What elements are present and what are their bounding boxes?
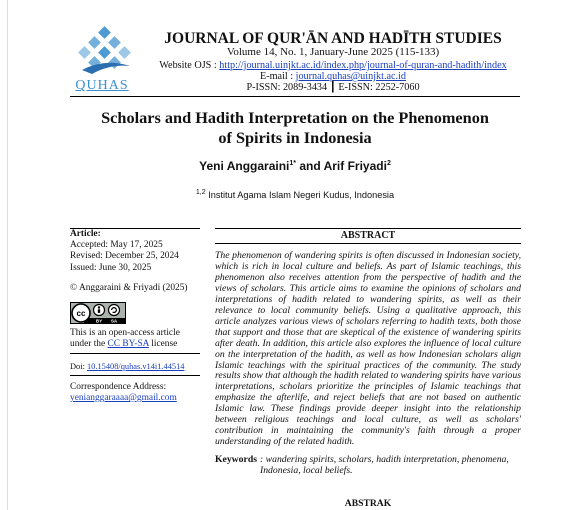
paper-title: Scholars and Hadith Interpretation on the Phenomenon of Spirits in Indonesia xyxy=(101,108,489,147)
abstract-heading: ABSTRACT xyxy=(340,230,396,241)
affiliation-text: Institut Agama Islam Negeri Kudus, Indonesia xyxy=(208,190,395,201)
by-text: BY xyxy=(95,318,103,324)
article-heading: Article: xyxy=(70,229,101,239)
abstract-section xyxy=(215,228,521,476)
correspondence-email-link[interactable]: yenianggaraaaa@gmail.com xyxy=(70,393,177,404)
article-info xyxy=(70,228,200,404)
correspondence-label: Correspondence Address: xyxy=(70,381,167,392)
email-label: E-mail : xyxy=(259,71,296,82)
doi-link[interactable]: 10.15408/quhas.v14i1.44514 xyxy=(86,361,185,371)
sa-text: SA xyxy=(110,318,118,324)
doi-label: Doi: xyxy=(70,361,87,371)
abstrak-heading: ABSTRAK xyxy=(344,498,392,509)
journal-website xyxy=(148,60,518,71)
author-and: and xyxy=(296,159,324,173)
author-2-sup: 2 xyxy=(386,160,391,167)
website-link[interactable]: http://journal.uinjkt.ac.id/index.php/journal-of-quran-and-hadith/index xyxy=(219,60,507,71)
cc-text: cc xyxy=(76,309,86,319)
journal-issn: P-ISSN: 2089-3434 ┃ E-ISSN: 2252-7060 xyxy=(246,82,420,93)
issued-date: Issued: June 30, 2025 xyxy=(70,262,152,273)
header-divider xyxy=(70,96,520,97)
license-link[interactable]: CC BY-SA xyxy=(107,339,149,350)
open-access-note xyxy=(70,328,200,350)
authors xyxy=(100,159,490,173)
doi xyxy=(70,361,200,372)
abstract-rule-under xyxy=(215,243,521,244)
accepted-date: Accepted: May 17, 2025 xyxy=(70,240,163,251)
affil-sup: 1,2 xyxy=(195,189,206,196)
page-edge-line xyxy=(7,0,8,510)
keywords-label: Keywords xyxy=(215,454,257,466)
oa-text: This is an open-access article under the xyxy=(70,328,180,350)
license-suffix: license xyxy=(148,339,178,350)
keywords xyxy=(215,454,521,476)
author-1: Yeni Anggaraini xyxy=(199,159,290,173)
affiliation xyxy=(100,189,490,200)
author-1-sup: 1* xyxy=(289,160,297,167)
journal-title: JOURNAL OF QUR'ĀN AND HADĪTH STUDIES xyxy=(164,30,502,47)
author-2: Arif Friyadi xyxy=(323,159,387,173)
revised-date: Revised: December 25, 2024 xyxy=(70,251,179,262)
keywords-text: : wandering spirits, scholars, hadith interpretation, phenomena, Indonesia, local beliefs. xyxy=(259,454,509,477)
article-rule-doi xyxy=(70,375,200,376)
abstract-text: The phenomenon of wandering spirits is often discussed in Indonesian society, which is rich in local culture and beliefs. As part of Islamic teachings, this phenomenon also receives attention from the perspective of hadith and the views of scholars. This article aims to examine the opinions of scholars and interpretations of hadith related to wandering spirits, as well as their relevance to local community beliefs. Using a qualitative approach, this article analyzes various views of scholars referring to hadith texts, both those that support and those that are skeptical of the existence of wandering spirits after death. In addition, this article also explores the influence of local culture on the interpretation of the hadith, as well as how Indonesian scholars align Islamic teachings with the spiritual practices of the community. The study results show that although the hadith related to wandering spirits have various interpretations, scholars prioritize the principles of Islamic teachings that emphasize the afterlife, and reject beliefs that are not based on authentic Islamic law. These findings provide deeper insight into the relationship between religious teachings and local culture, as well as scholars' contribution in maintaining the community's faith through a proper understanding of the related hadith. xyxy=(215,250,521,448)
cc-by-sa-badge-icon xyxy=(70,302,126,324)
website-label: Website OJS : xyxy=(159,60,220,71)
logo-text: QUHAS xyxy=(75,78,129,93)
journal-volume: Volume 14, No. 1, January-June 2025 (115-133) xyxy=(226,46,440,58)
copyright: © Anggaraini & Friyadi (2025) xyxy=(70,282,188,293)
email-link[interactable]: journal.quhas@uinjkt.ac.id xyxy=(295,71,407,82)
article-rule-mid xyxy=(70,353,200,354)
journal-email xyxy=(148,71,518,82)
